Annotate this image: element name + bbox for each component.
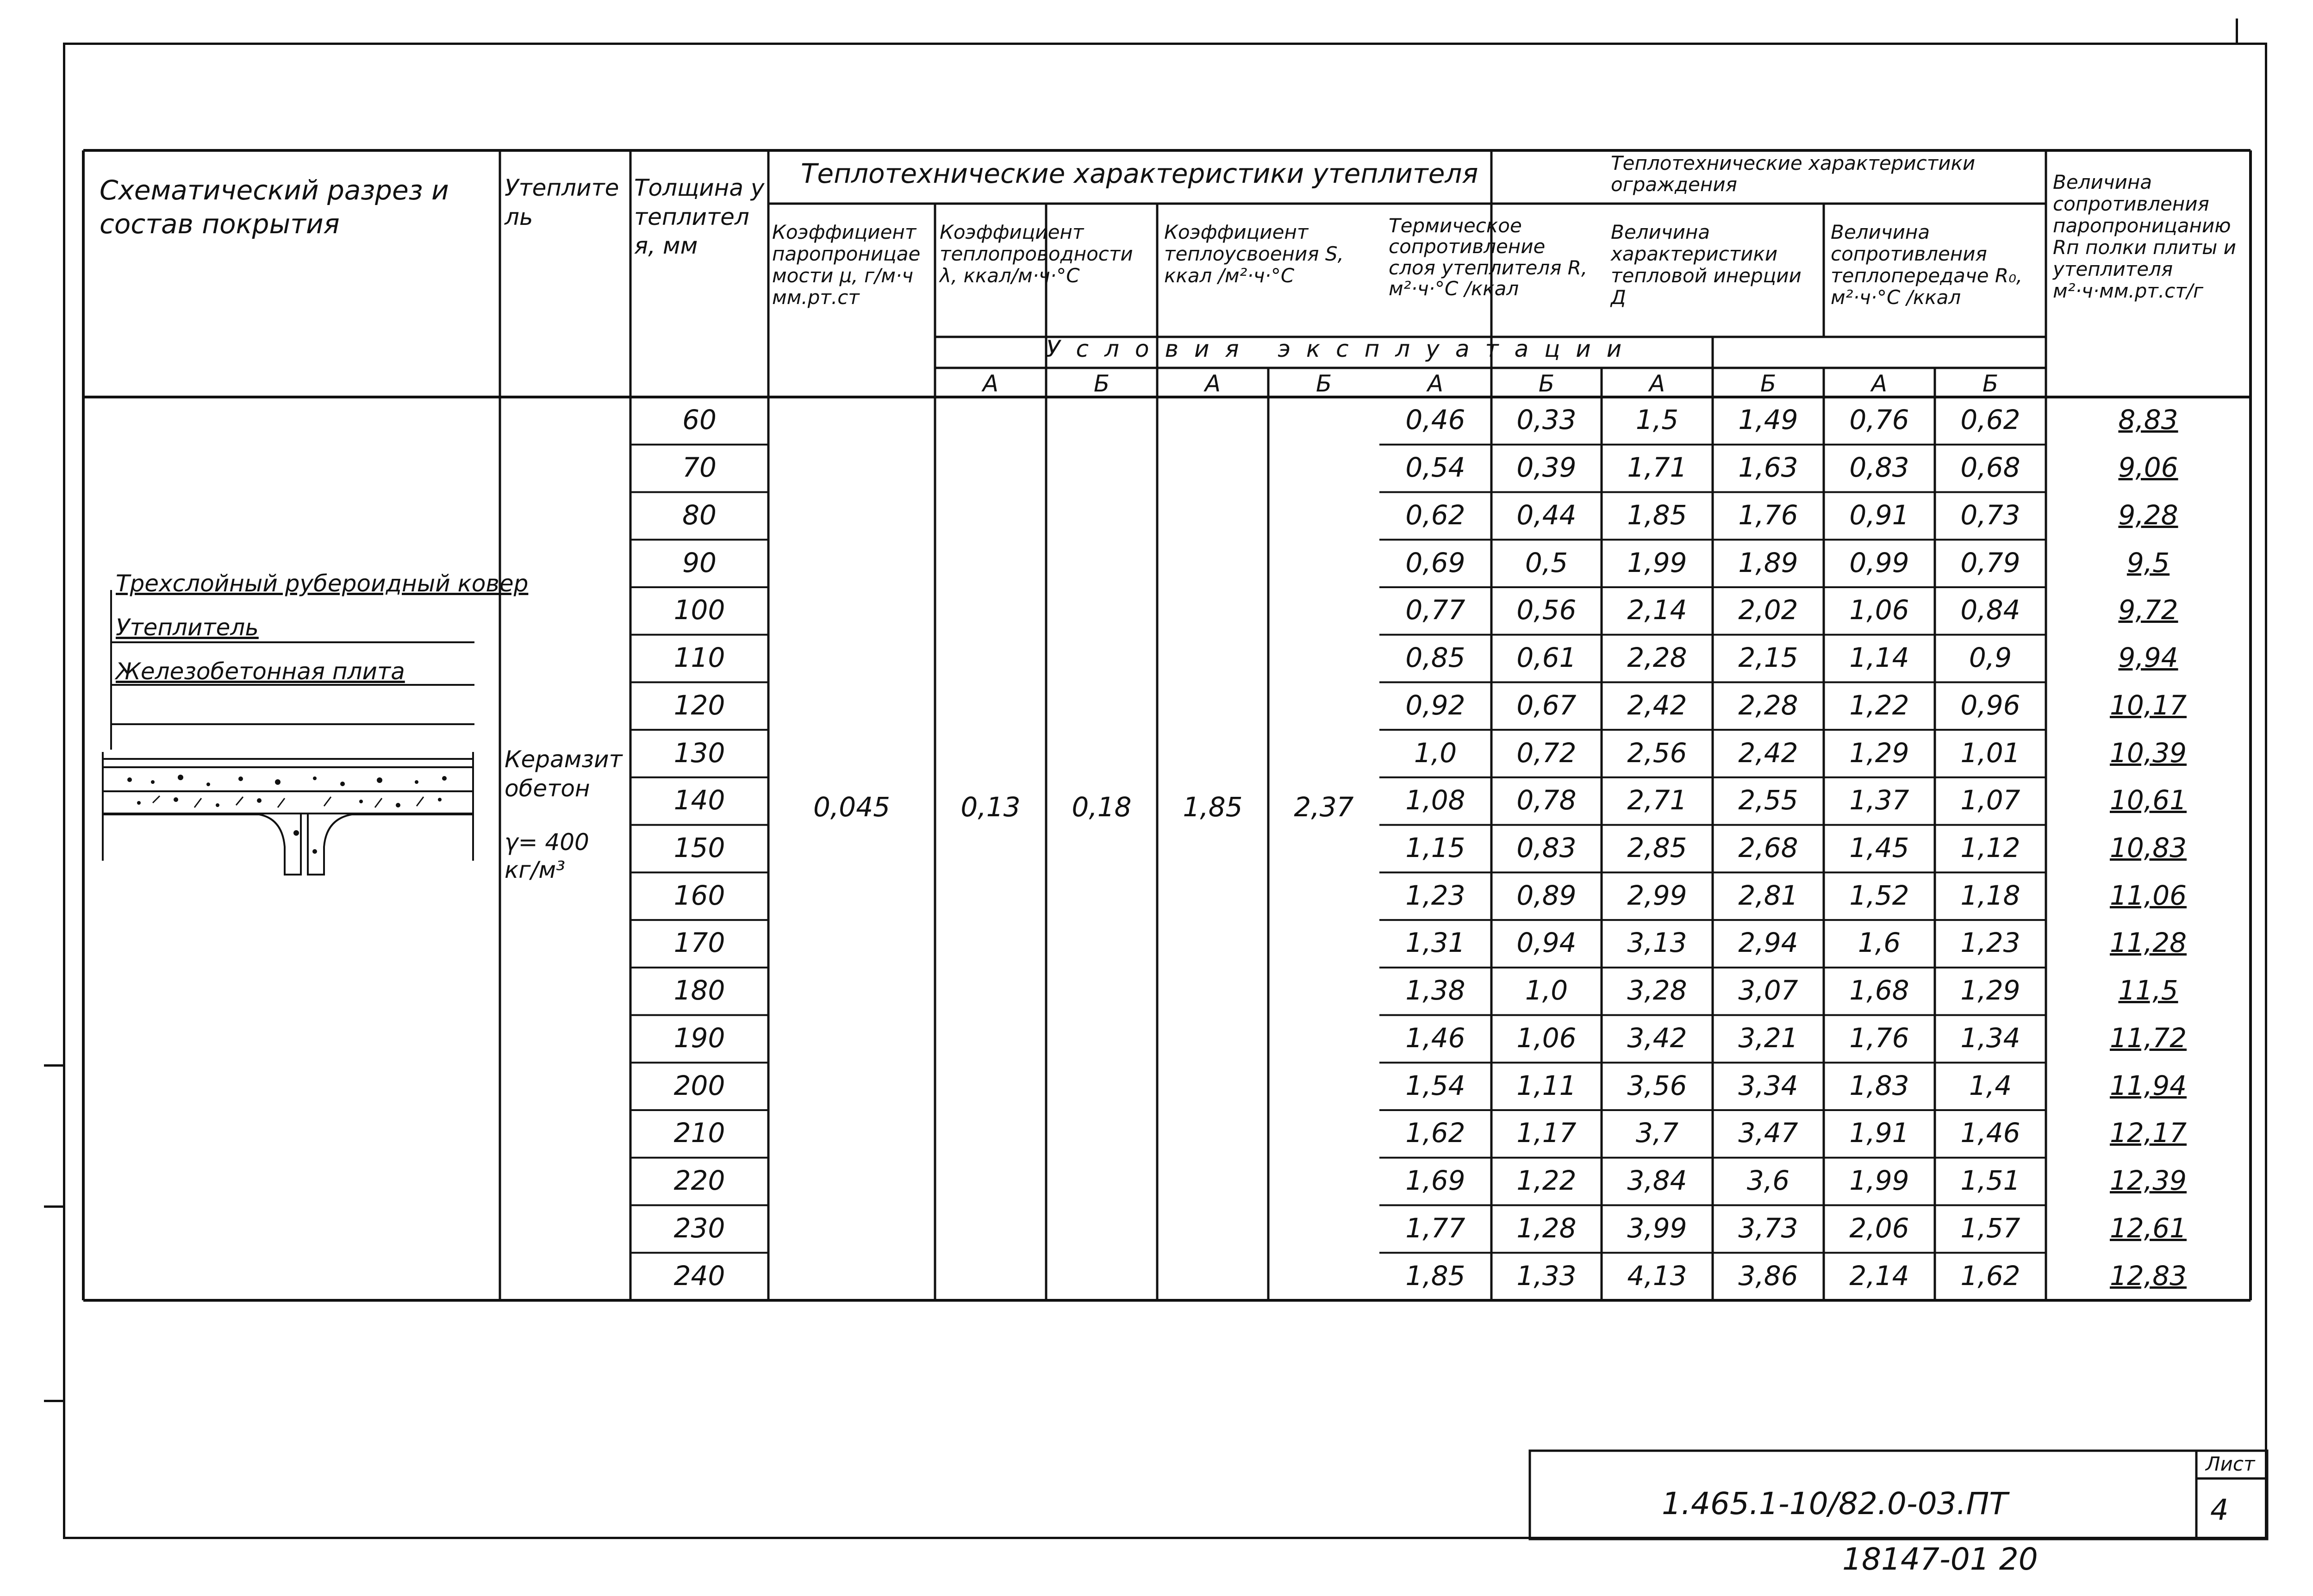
- cell-da: 3,7: [1635, 1117, 1679, 1149]
- cell-rp: 9,94: [2118, 642, 2178, 674]
- cell-rp: 10,39: [2109, 737, 2187, 769]
- cell-rb: 0,72: [1516, 737, 1577, 769]
- cell-db: 3,34: [1738, 1069, 1798, 1101]
- layer-label-3: Железобетонная плита: [116, 658, 405, 685]
- cell-rb: 1,28: [1516, 1212, 1577, 1244]
- header-insulation: Утеплитель: [505, 174, 619, 230]
- cell-r0a: 1,83: [1849, 1069, 1909, 1101]
- condition-b-label: Б: [1982, 370, 1999, 397]
- cell-rp: 9,72: [2118, 594, 2178, 626]
- cell-t: 70: [682, 452, 717, 484]
- cell-rb: 1,17: [1516, 1117, 1577, 1149]
- cell-da: 3,13: [1627, 927, 1687, 959]
- cell-t: 190: [673, 1022, 725, 1054]
- cell-t: 240: [673, 1260, 725, 1292]
- cell-rp: 10,17: [2109, 689, 2187, 721]
- cell-db: 3,86: [1738, 1260, 1798, 1292]
- cell-ra: 1,31: [1405, 927, 1465, 959]
- cell-t: 130: [673, 737, 725, 769]
- cell-t: 220: [673, 1165, 725, 1197]
- cell-ra: 1,69: [1405, 1165, 1465, 1197]
- cell-ra: 0,77: [1405, 594, 1465, 626]
- cell-ra: 0,85: [1405, 642, 1465, 674]
- cell-t: 230: [673, 1212, 725, 1244]
- condition-a-label: А: [1427, 370, 1444, 397]
- header-inertia: Величина характеристики тепловой инерции Д: [1611, 221, 1802, 309]
- cell-r0b: 1,51: [1960, 1165, 2020, 1197]
- cell-r0a: 2,14: [1849, 1260, 1909, 1292]
- cell-da: 2,42: [1627, 689, 1687, 721]
- cell-t: 160: [673, 879, 725, 911]
- archive-number: 18147-01 20: [1842, 1541, 2038, 1577]
- cell-r0a: 1,91: [1849, 1117, 1909, 1149]
- cell-rp: 12,61: [2109, 1212, 2187, 1244]
- cell-t: 120: [673, 689, 725, 721]
- cell-db: 3,73: [1738, 1212, 1798, 1244]
- cell-rb: 1,33: [1516, 1260, 1577, 1292]
- header-thermal-resistance: Термическое сопротивление слоя утеплителя R, м²·ч·°С /ккал: [1389, 214, 1588, 300]
- cell-t: 170: [673, 927, 725, 959]
- cell-rp: 11,28: [2109, 927, 2187, 959]
- sheet-label: Лист: [2206, 1453, 2255, 1475]
- cell-rb: 1,0: [1525, 975, 1568, 1006]
- cell-r0b: 1,57: [1960, 1212, 2020, 1244]
- cell-rb: 0,56: [1516, 594, 1577, 626]
- condition-a-label: А: [982, 370, 999, 397]
- cell-r0a: 1,37: [1849, 784, 1909, 816]
- cell-rb: 0,78: [1516, 784, 1577, 816]
- cell-rp: 9,28: [2118, 499, 2178, 531]
- drawing-code: 1.465.1-10/82.0-03.ПТ: [1662, 1486, 2008, 1521]
- cell-db: 1,89: [1738, 546, 1798, 578]
- condition-b-label: Б: [1760, 370, 1777, 397]
- cell-da: 2,14: [1627, 594, 1687, 626]
- cell-ra: 1,08: [1405, 784, 1465, 816]
- lambda-a-value: 0,13: [960, 791, 1021, 823]
- cell-db: 1,49: [1738, 404, 1798, 436]
- cell-rp: 9,06: [2118, 452, 2178, 484]
- cell-rb: 0,94: [1516, 927, 1577, 959]
- cell-r0a: 1,22: [1849, 689, 1909, 721]
- cell-r0a: 1,52: [1849, 879, 1909, 911]
- cell-db: 1,76: [1738, 499, 1798, 531]
- cell-ra: 1,0: [1414, 737, 1457, 769]
- cell-t: 140: [673, 784, 725, 816]
- cell-r0b: 1,29: [1960, 975, 2020, 1006]
- header-assimilation: Коэффициент теплоусвоения S, ккал /м²·ч·°С: [1164, 221, 1344, 287]
- cell-t: 180: [673, 975, 725, 1006]
- header-section: Схематический разрез и состав покрытия: [100, 174, 449, 240]
- cell-rb: 1,11: [1516, 1069, 1577, 1101]
- cell-db: 2,15: [1738, 642, 1798, 674]
- cell-rp: 11,5: [2118, 975, 2178, 1006]
- cell-ra: 0,46: [1405, 404, 1465, 436]
- cell-r0a: 1,68: [1849, 975, 1909, 1006]
- condition-b-label: Б: [1093, 370, 1110, 397]
- cell-t: 60: [682, 404, 717, 436]
- cell-ra: 0,69: [1405, 546, 1465, 578]
- cell-ra: 1,85: [1405, 1260, 1465, 1292]
- cell-r0b: 1,46: [1960, 1117, 2020, 1149]
- s-a-value: 1,85: [1183, 791, 1243, 823]
- cell-da: 2,99: [1627, 879, 1687, 911]
- cell-rb: 1,06: [1516, 1022, 1577, 1054]
- cell-rb: 0,39: [1516, 452, 1577, 484]
- layer-label-2: Утеплитель: [116, 614, 259, 641]
- cell-db: 2,55: [1738, 784, 1798, 816]
- cell-r0a: 1,14: [1849, 642, 1909, 674]
- cell-r0a: 1,99: [1849, 1165, 1909, 1197]
- condition-a-label: А: [1649, 370, 1665, 397]
- cell-ra: 1,62: [1405, 1117, 1465, 1149]
- cell-da: 2,28: [1627, 642, 1687, 674]
- cell-rp: 12,83: [2109, 1260, 2187, 1292]
- cell-ra: 1,54: [1405, 1069, 1465, 1101]
- cell-ra: 1,46: [1405, 1022, 1465, 1054]
- cell-r0b: 1,4: [1969, 1069, 2012, 1101]
- cell-da: 2,85: [1627, 832, 1687, 863]
- cell-rb: 0,67: [1516, 689, 1577, 721]
- cell-db: 2,81: [1738, 879, 1798, 911]
- insulation-name: Керамзитобетон: [505, 746, 623, 802]
- cell-ra: 0,62: [1405, 499, 1465, 531]
- condition-b-label: Б: [1315, 370, 1332, 397]
- cell-rb: 0,5: [1525, 546, 1568, 578]
- sheet-number: 4: [2210, 1493, 2229, 1527]
- cell-da: 3,56: [1627, 1069, 1687, 1101]
- cell-da: 1,5: [1635, 404, 1679, 436]
- cell-r0b: 0,79: [1960, 546, 2020, 578]
- cell-ra: 1,77: [1405, 1212, 1465, 1244]
- cell-r0a: 0,76: [1849, 404, 1909, 436]
- cell-r0b: 1,12: [1960, 832, 2020, 863]
- cell-rp: 8,83: [2118, 404, 2178, 436]
- cell-rp: 10,83: [2109, 832, 2187, 863]
- cell-r0a: 1,76: [1849, 1022, 1909, 1054]
- header-conditions: Условия эксплуатации: [1046, 335, 1638, 362]
- cell-r0b: 0,96: [1960, 689, 2020, 721]
- cell-r0b: 1,01: [1960, 737, 2020, 769]
- cell-da: 1,85: [1627, 499, 1687, 531]
- condition-b-label: Б: [1538, 370, 1555, 397]
- cell-rp: 9,5: [2126, 546, 2170, 578]
- cell-db: 3,21: [1738, 1022, 1798, 1054]
- layer-label-1: Трехслойный рубероидный ковер: [116, 570, 529, 597]
- cell-db: 2,02: [1738, 594, 1798, 626]
- cell-db: 3,47: [1738, 1117, 1798, 1149]
- cell-r0b: 1,07: [1960, 784, 2020, 816]
- lambda-b-value: 0,18: [1072, 791, 1132, 823]
- cell-t: 80: [682, 499, 717, 531]
- header-conductivity: Коэффициент теплопроводности λ, ккал/м·ч·°С: [940, 221, 1133, 287]
- cell-r0a: 1,45: [1849, 832, 1909, 863]
- cell-r0a: 1,6: [1858, 927, 1901, 959]
- cell-db: 2,42: [1738, 737, 1798, 769]
- cell-rb: 0,61: [1516, 642, 1577, 674]
- cell-r0b: 1,62: [1960, 1260, 2020, 1292]
- cell-db: 3,6: [1746, 1165, 1790, 1197]
- condition-a-label: А: [1871, 370, 1888, 397]
- header-vapor-resistance: Величина сопротивления паропроницанию Rп полки плиты и утеплителя м²·ч·мм.рт.ст/г: [2053, 171, 2236, 303]
- cell-da: 2,71: [1627, 784, 1687, 816]
- cell-t: 210: [673, 1117, 725, 1149]
- cell-rp: 11,72: [2109, 1022, 2187, 1054]
- cell-rp: 11,06: [2109, 879, 2187, 911]
- cell-r0a: 0,99: [1849, 546, 1909, 578]
- cell-r0a: 2,06: [1849, 1212, 1909, 1244]
- cell-da: 2,56: [1627, 737, 1687, 769]
- cell-db: 1,63: [1738, 452, 1798, 484]
- cell-ra: 1,23: [1405, 879, 1465, 911]
- s-b-value: 2,37: [1294, 791, 1354, 823]
- cell-r0b: 0,9: [1969, 642, 2012, 674]
- cell-rb: 0,44: [1516, 499, 1577, 531]
- cell-db: 2,28: [1738, 689, 1798, 721]
- cell-t: 150: [673, 832, 725, 863]
- cell-r0b: 1,34: [1960, 1022, 2020, 1054]
- condition-a-label: А: [1204, 370, 1221, 397]
- header-envelope-group: Теплотехнические характеристики ограждения: [1611, 152, 1976, 196]
- cell-rp: 12,17: [2109, 1117, 2187, 1149]
- cell-rb: 0,33: [1516, 404, 1577, 436]
- cell-da: 3,42: [1627, 1022, 1687, 1054]
- cell-r0a: 0,83: [1849, 452, 1909, 484]
- cell-da: 4,13: [1627, 1260, 1687, 1292]
- cell-r0a: 0,91: [1849, 499, 1909, 531]
- cell-db: 2,94: [1738, 927, 1798, 959]
- cell-db: 3,07: [1738, 975, 1798, 1006]
- header-vapor-coef: Коэффициент паропроницаемости μ, г/м·ч мм.рт.ст: [772, 221, 921, 309]
- insulation-density: γ= 400 кг/м³: [505, 829, 589, 883]
- cell-r0a: 1,06: [1849, 594, 1909, 626]
- cell-r0b: 1,23: [1960, 927, 2020, 959]
- cell-t: 110: [673, 642, 725, 674]
- cell-da: 3,28: [1627, 975, 1687, 1006]
- cell-t: 200: [673, 1069, 725, 1101]
- cell-db: 2,68: [1738, 832, 1798, 863]
- mu-value: 0,045: [813, 791, 891, 823]
- cell-ra: 0,92: [1405, 689, 1465, 721]
- cell-t: 90: [682, 546, 717, 578]
- header-insulation-group: Теплотехнические характеристики утеплителя: [801, 158, 1478, 189]
- cell-ra: 1,38: [1405, 975, 1465, 1006]
- cell-r0b: 0,73: [1960, 499, 2020, 531]
- cell-ra: 1,15: [1405, 832, 1465, 863]
- cell-r0b: 0,62: [1960, 404, 2020, 436]
- cell-rb: 0,89: [1516, 879, 1577, 911]
- cell-rp: 12,39: [2109, 1165, 2187, 1197]
- cell-rb: 0,83: [1516, 832, 1577, 863]
- cell-ra: 0,54: [1405, 452, 1465, 484]
- cell-r0a: 1,29: [1849, 737, 1909, 769]
- cell-r0b: 0,84: [1960, 594, 2020, 626]
- header-thickness: Толщина утеплителя, мм: [634, 174, 765, 259]
- cell-r0b: 1,18: [1960, 879, 2020, 911]
- cell-da: 1,99: [1627, 546, 1687, 578]
- header-heat-transfer: Величина сопротивления теплопередаче R₀, м²·ч·°С /ккал: [1831, 221, 2023, 309]
- cell-t: 100: [673, 594, 725, 626]
- cell-da: 1,71: [1627, 452, 1687, 484]
- cell-rp: 10,61: [2109, 784, 2187, 816]
- cell-rb: 1,22: [1516, 1165, 1577, 1197]
- cell-rp: 11,94: [2109, 1069, 2187, 1101]
- cell-da: 3,84: [1627, 1165, 1687, 1197]
- cell-r0b: 0,68: [1960, 452, 2020, 484]
- cell-da: 3,99: [1627, 1212, 1687, 1244]
